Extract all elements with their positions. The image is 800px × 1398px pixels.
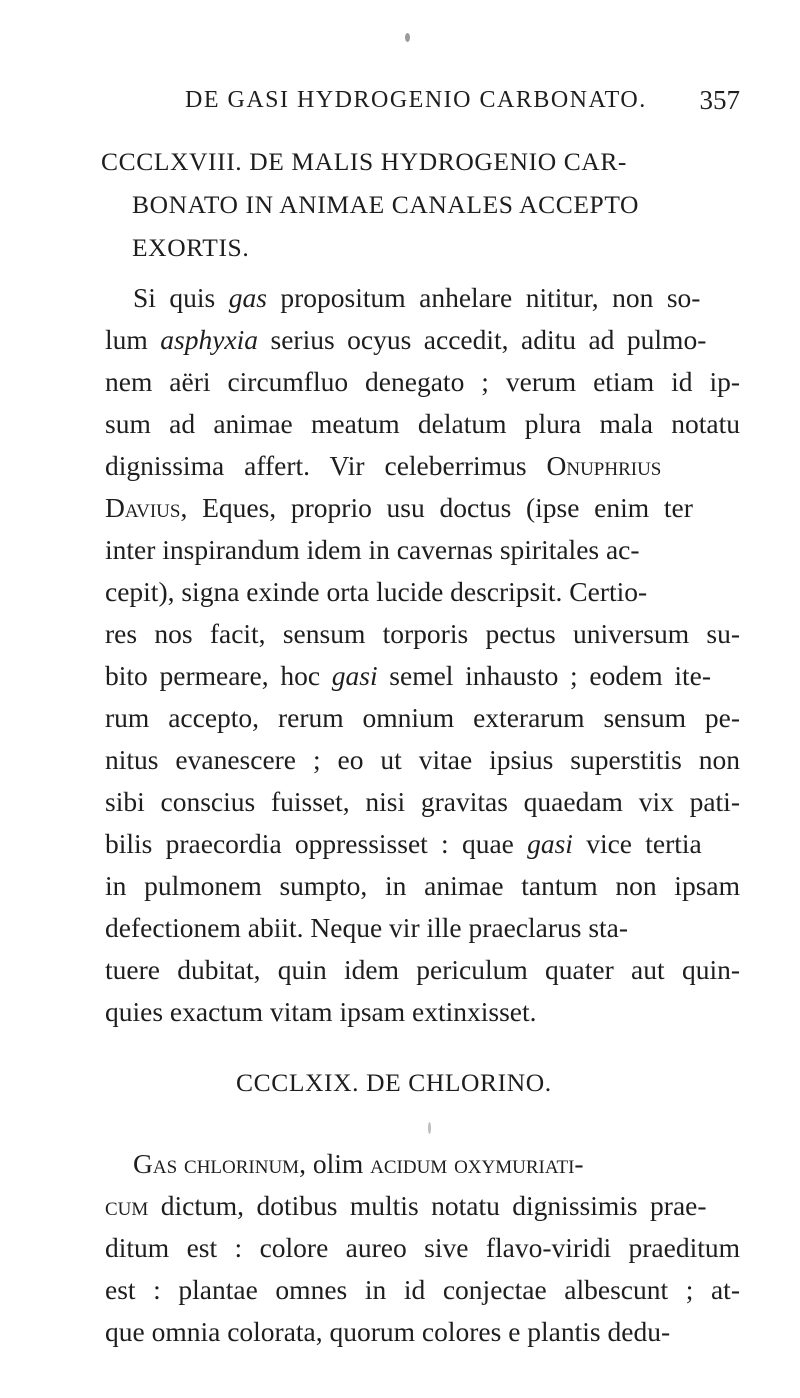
text-line: sibi conscius fuisset, nisi gravitas quaedam vix pati- bbox=[105, 786, 740, 817]
person-name: Davius bbox=[105, 492, 181, 523]
term-small-caps: acidum oxymuriati- bbox=[370, 1148, 584, 1179]
text-line: est : plantae omnes in id conjectae albescunt ; at- bbox=[105, 1274, 740, 1305]
text-line: defectionem abiit. Neque vir ille praeclarus sta- bbox=[105, 912, 629, 943]
italic-term-gasi: gasi bbox=[331, 660, 378, 691]
page-number: 357 bbox=[699, 85, 740, 115]
text-line: Si quis gas propositum anhelare nititur, non so- bbox=[133, 282, 701, 313]
section-heading: CCCLXIX. DE CHLORINO. bbox=[236, 1068, 552, 1097]
text-line: in pulmonem sumpto, in animae tantum non ipsam bbox=[105, 870, 740, 901]
text-line: res nos facit, sensum torporis pectus universum su- bbox=[105, 618, 740, 649]
term-small-caps: Gas chlorinum bbox=[133, 1148, 300, 1179]
running-head bbox=[185, 80, 740, 120]
text-line: bilis praecordia oppressisset : quae gasi vice tertia bbox=[105, 828, 702, 859]
text-line: que omnia colorata, quorum colores e plantis dedu- bbox=[105, 1316, 671, 1347]
term-small-caps: cum bbox=[105, 1190, 149, 1221]
text-line: ditum est : colore aureo sive flavo-viridi praeditum bbox=[105, 1232, 740, 1263]
text-line: rum accepto, rerum omnium exterarum sensum pe- bbox=[105, 702, 740, 733]
text-line: dignissima affert. Vir celeberrimus Onuphrius bbox=[105, 450, 662, 481]
text-line: cum dictum, dotibus multis notatu dignissimis prae- bbox=[105, 1190, 707, 1221]
text-line: nem aëri circumfluo denegato ; verum etiam id ip- bbox=[105, 366, 740, 397]
text-line: cepit), signa exinde orta lucide descripsit. Certio- bbox=[105, 576, 648, 607]
text-line: quies exactum vitam ipsam extinxisset. bbox=[105, 996, 537, 1027]
section-heading-line: CCCLXVIII. DE MALIS HYDROGENIO CAR- bbox=[101, 147, 628, 176]
text-line: Gas chlorinum, olim acidum oxymuriati- bbox=[133, 1148, 584, 1179]
text-line: lum asphyxia serius ocyus accedit, aditu ad pulmo- bbox=[105, 324, 707, 355]
text-line: bito permeare, hoc gasi semel inhausto ; eodem ite- bbox=[105, 660, 712, 691]
section-heading-line: EXORTIS. bbox=[132, 233, 250, 262]
text-line: Davius, Eques, proprio usu doctus (ipse enim ter bbox=[105, 492, 693, 523]
person-name: Onuphrius bbox=[546, 450, 662, 481]
text-line: nitus evanescere ; eo ut vitae ipsius superstitis non bbox=[105, 744, 740, 775]
running-head-title: DE GASI HYDROGENIO CARBONATO. bbox=[185, 87, 647, 113]
ink-speck bbox=[428, 1122, 431, 1134]
ink-speck bbox=[405, 33, 410, 42]
italic-term-gasi: gasi bbox=[527, 828, 573, 859]
text-line: tuere dubitat, quin idem periculum quater aut quin- bbox=[105, 954, 740, 985]
italic-term-gas: gas bbox=[228, 282, 267, 313]
italic-term-asphyxia: asphyxia bbox=[160, 324, 259, 355]
section-heading-line: BONATO IN ANIMAE CANALES ACCEPTO bbox=[132, 190, 640, 219]
text-line: sum ad animae meatum delatum plura mala notatu bbox=[105, 408, 740, 439]
text-line: inter inspirandum idem in cavernas spiritales ac- bbox=[105, 534, 640, 565]
